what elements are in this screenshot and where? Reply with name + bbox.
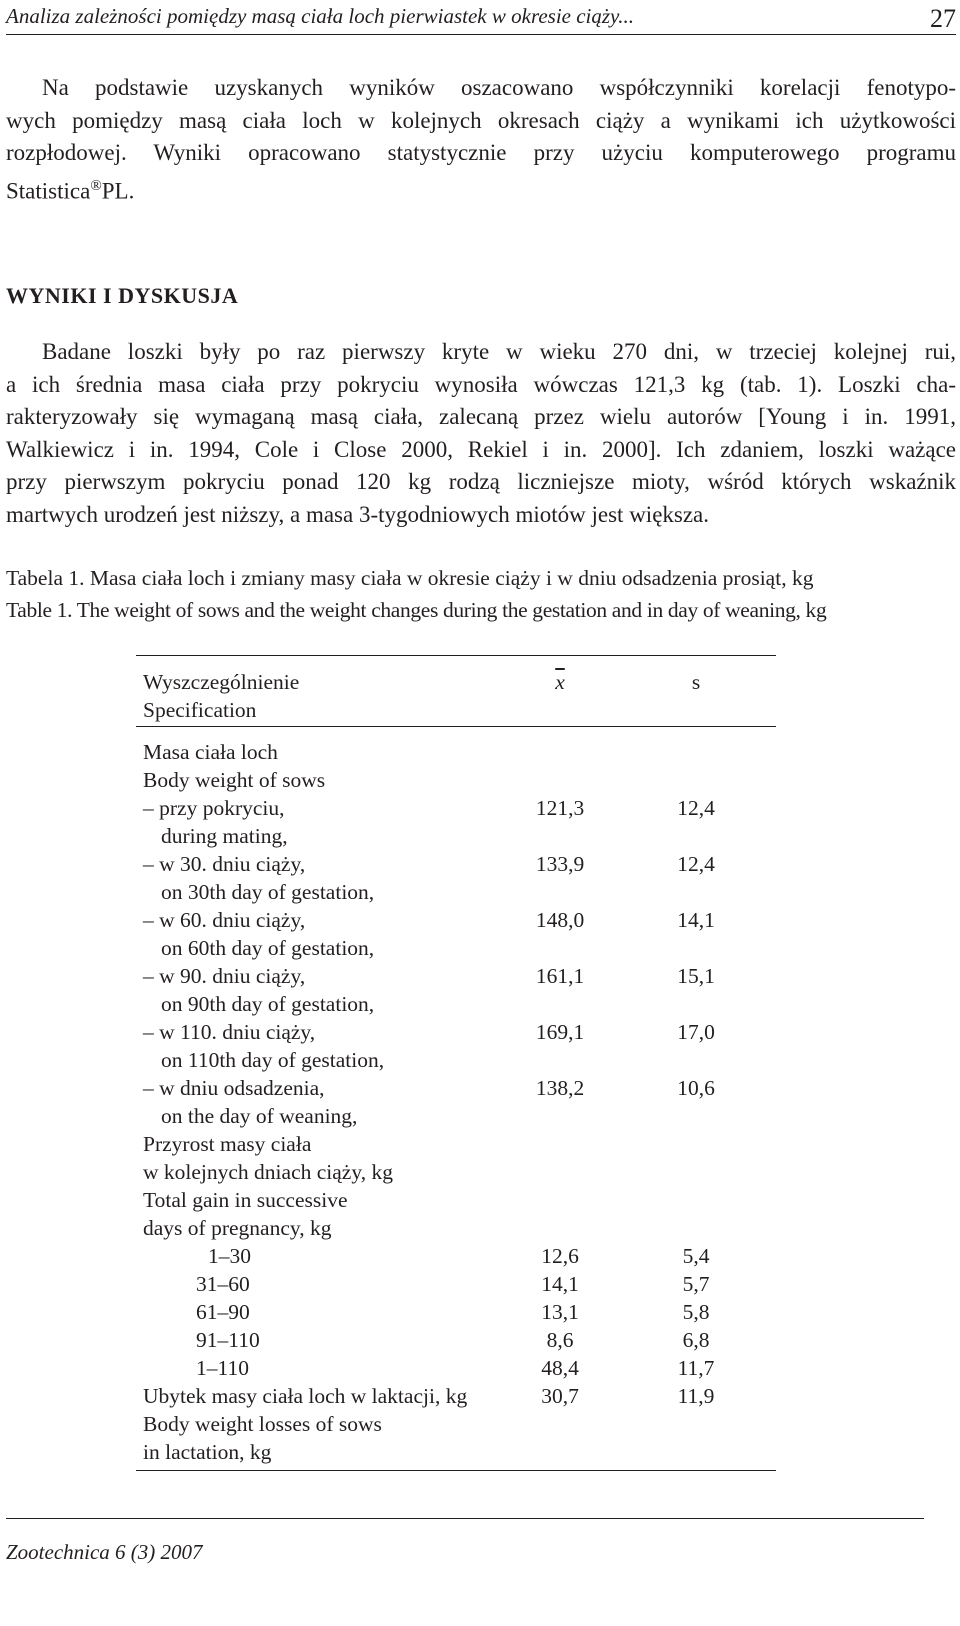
- row-label: Body weight of sows: [143, 768, 326, 792]
- row-sd: 10,6: [677, 1076, 715, 1100]
- table-row: [136, 1440, 776, 1468]
- table-row: [136, 1384, 776, 1412]
- table-row: [136, 768, 776, 796]
- row-sd: 5,7: [682, 1272, 710, 1296]
- row-mean: 161,1: [535, 964, 585, 988]
- header-sd: s: [691, 670, 701, 694]
- row-mean: 121,3: [535, 796, 585, 820]
- row-label: – przy pokryciu,: [143, 796, 285, 820]
- row-label: Body weight losses of sows: [143, 1412, 382, 1436]
- row-label: w kolejnych dniach ciąży, kg: [143, 1160, 393, 1184]
- row-label: Ubytek masy ciała loch w laktacji, kg: [143, 1384, 468, 1408]
- paragraph-line: wych pomiędzy masą ciała loch w kolejnych okresach ciąży a wynikami ich użytkowości: [6, 107, 956, 133]
- paragraph-line: Na podstawie uzyskanych wyników oszacowano współczynniki korelacji fenotypo-: [42, 75, 956, 100]
- table-row: [136, 1132, 776, 1160]
- table-header-rule: [136, 726, 776, 727]
- row-label: – w 30. dniu ciąży,: [143, 852, 306, 876]
- table-row: [136, 1020, 776, 1048]
- table-row: [136, 964, 776, 992]
- table-row: [136, 1188, 776, 1216]
- table-row: [136, 1328, 776, 1356]
- table-row: [136, 1300, 776, 1328]
- row-sd: 11,7: [677, 1356, 715, 1380]
- table-row: [136, 1076, 776, 1104]
- paragraph-line: rozpłodowej. Wyniki opracowano statystycznie przy użyciu komputerowego programu: [6, 140, 956, 165]
- table-row: [136, 1216, 776, 1244]
- row-label: 1–110: [196, 1356, 249, 1380]
- page-number: 27: [930, 4, 956, 33]
- paragraph-line: Statistica®PL.: [6, 177, 135, 204]
- table-bottom-rule: [136, 1470, 776, 1471]
- row-mean: 12,6: [541, 1244, 579, 1268]
- row-label: on 110th day of gestation,: [161, 1048, 385, 1072]
- header-label-english: Specification: [143, 698, 257, 722]
- row-mean: 169,1: [535, 1020, 585, 1044]
- running-title: Analiza zależności pomiędzy masą ciała loch pierwiastek w okresie ciąży...: [6, 4, 634, 28]
- row-label: 91–110: [196, 1328, 260, 1352]
- intro-paragraph: [6, 72, 956, 208]
- row-label: on 30th day of gestation,: [161, 880, 375, 904]
- table-row: [136, 1048, 776, 1076]
- header-label-polish: Wyszczególnienie: [143, 670, 300, 694]
- paragraph-line: rakteryzowały się wymaganą masą ciała, zalecaną przez wielu autorów [Young i in. 1991,: [6, 404, 956, 429]
- row-label: on the day of weaning,: [161, 1104, 358, 1128]
- section-heading: WYNIKI I DYSKUSJA: [6, 283, 239, 308]
- header-mean: $\overline{x}$: [555, 670, 565, 694]
- row-label: Masa ciała loch: [143, 740, 278, 764]
- row-sd: 6,8: [682, 1328, 710, 1352]
- row-sd: 12,4: [677, 852, 715, 876]
- table-top-rule: [136, 655, 776, 656]
- row-mean: 48,4: [541, 1356, 579, 1380]
- table-row: [136, 1272, 776, 1300]
- table-row: [136, 824, 776, 852]
- table-caption-polish: Tabela 1. Masa ciała loch i zmiany masy ciała w okresie ciąży i w dniu odsadzenia prosiąt, kg: [6, 566, 814, 590]
- table-row: [136, 1412, 776, 1440]
- row-label: during mating,: [161, 824, 288, 848]
- row-sd: 11,9: [677, 1384, 715, 1408]
- row-label: days of pregnancy, kg: [143, 1216, 332, 1240]
- row-mean: 14,1: [541, 1272, 579, 1296]
- table-row: [136, 908, 776, 936]
- table-row: [136, 1160, 776, 1188]
- row-label: – w 90. dniu ciąży,: [143, 964, 306, 988]
- table-row: [136, 992, 776, 1020]
- footer-rule: [6, 1518, 924, 1519]
- row-label: Total gain in successive: [143, 1188, 348, 1212]
- table-row: [136, 1104, 776, 1132]
- header-rule: [6, 34, 956, 35]
- results-paragraph: [6, 336, 956, 531]
- paragraph-line: a ich średnia masa ciała przy pokryciu wynosiła wówczas 121,3 kg (tab. 1). Loszki cha-: [6, 371, 956, 397]
- row-mean: 148,0: [535, 908, 585, 932]
- registered-mark: ®: [90, 177, 102, 194]
- table-row: [136, 796, 776, 824]
- row-label: – w dniu odsadzenia,: [143, 1076, 325, 1100]
- row-label: Przyrost masy ciała: [143, 1132, 312, 1156]
- row-label: on 60th day of gestation,: [161, 936, 375, 960]
- table-row: [136, 1356, 776, 1384]
- row-label: 61–90: [196, 1300, 250, 1324]
- table-row: [136, 740, 776, 768]
- row-sd: 12,4: [677, 796, 715, 820]
- table-header-row: [136, 698, 776, 726]
- row-sd: 5,8: [682, 1300, 710, 1324]
- row-sd: 15,1: [677, 964, 715, 988]
- row-sd: 17,0: [677, 1020, 715, 1044]
- table-row: [136, 936, 776, 964]
- row-sd: 14,1: [677, 908, 715, 932]
- running-head: [6, 2, 956, 32]
- row-mean: 8,6: [546, 1328, 574, 1352]
- footer: Zootechnica 6 (3) 2007: [6, 1540, 203, 1564]
- paragraph-line: martwych urodzeń jest niższy, a masa 3-tygodniowych miotów jest większa.: [6, 501, 710, 527]
- table-row: [136, 1244, 776, 1272]
- row-mean: 133,9: [535, 852, 585, 876]
- row-label: – w 60. dniu ciąży,: [143, 908, 306, 932]
- row-label: – w 110. dniu ciąży,: [143, 1020, 316, 1044]
- row-mean: 13,1: [541, 1300, 579, 1324]
- row-label: 1–30: [208, 1244, 251, 1268]
- table-caption-english: Table 1. The weight of sows and the weight changes during the gestation and in day of weaning, kg: [6, 598, 827, 622]
- row-label: in lactation, kg: [143, 1440, 272, 1464]
- row-label: 31–60: [196, 1272, 250, 1296]
- row-mean: 138,2: [535, 1076, 585, 1100]
- paragraph-line: przy pierwszym pokryciu ponad 120 kg rodzą liczniejsze mioty, wśród których wskaźnik: [6, 469, 956, 494]
- row-label: on 90th day of gestation,: [161, 992, 375, 1016]
- paragraph-line: Walkiewicz i in. 1994, Cole i Close 2000, Rekiel i in. 2000]. Ich zdaniem, loszki ważące: [6, 436, 956, 462]
- row-sd: 5,4: [682, 1244, 710, 1268]
- table-header-row: [136, 670, 776, 698]
- table-row: [136, 880, 776, 908]
- paragraph-line: Badane loszki były po raz pierwszy kryte w wieku 270 dni, w trzeciej kolejnej rui,: [42, 339, 956, 364]
- table-row: [136, 852, 776, 880]
- row-mean: 30,7: [541, 1384, 579, 1408]
